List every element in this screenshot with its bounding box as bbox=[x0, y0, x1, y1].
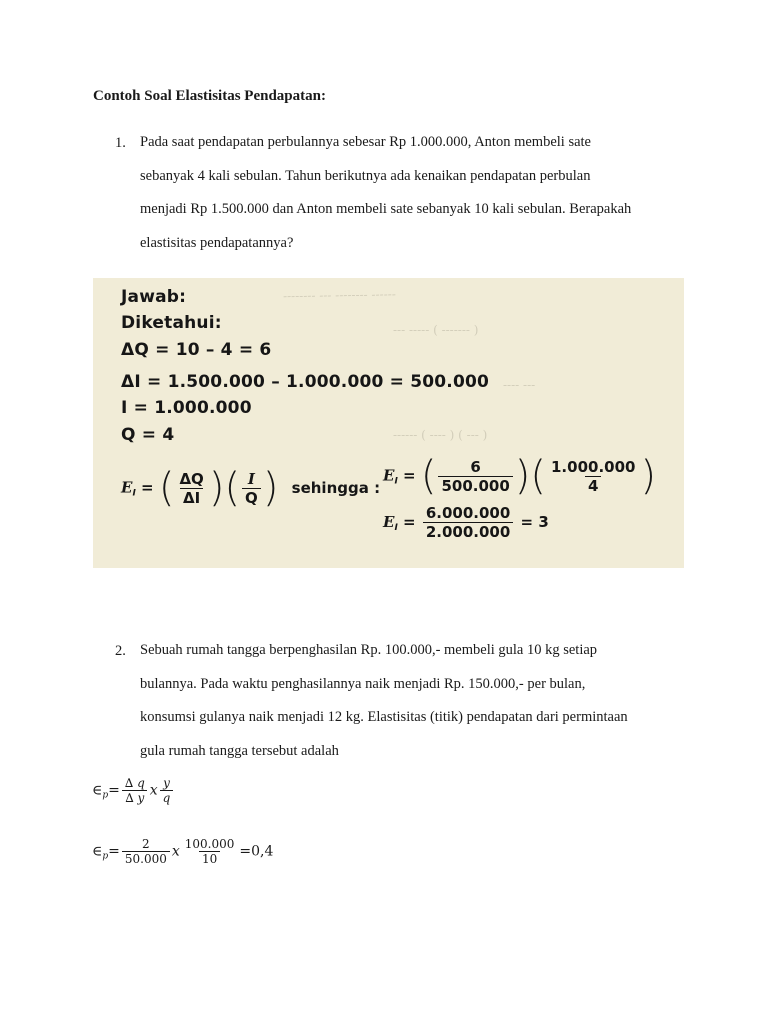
f3-numerator: 6.000.000 bbox=[425, 504, 511, 522]
equals-sign: = bbox=[108, 782, 120, 799]
numerator-1: 2 bbox=[142, 837, 150, 851]
delta-i-symbol: ΔI bbox=[180, 488, 203, 507]
epsilon-subscript: p bbox=[102, 790, 109, 801]
q-symbol: Q bbox=[242, 488, 261, 507]
denominator-2: 10 bbox=[199, 851, 220, 866]
question-2-text bbox=[140, 634, 675, 768]
question-2-line: bulannya. Pada waktu penghasilannya naik menjadi Rp. 150.000,- per bulan, bbox=[140, 675, 586, 692]
question-1-line: menjadi Rp 1.500.000 dan Anton membeli sate sebanyak 10 kali sebulan. Berapakah bbox=[140, 201, 632, 217]
ei-subscript: I bbox=[132, 488, 136, 499]
result-value: = 3 bbox=[520, 513, 549, 531]
scanned-answer-image: -------- --- -------- ------ --- ----- ( ------- ) ---- --- ------ ( ---- ) ( --- ) Jawab: Diketahui: ΔQ = 10 – 4 = 6 ΔI = 1.500.000 – 1.000.000 = 500.000 I = 1.000.000 Q = 4 $E_I$ = ( $\frac{\Delta Q}{\Delta I}$ )( $\frac{I}{Q}$ ) sehingga : $E_I$ = ( $\frac{6}{500.000}$ )( $\frac{1.000.000}{4}$ ) $E_I$ = $\frac{6.000.000}{2.000.000}$ = 3 bbox=[93, 278, 684, 568]
question-1-line: elastisitas pendapatannya? bbox=[140, 234, 294, 251]
question-1-line: sebanyak 4 kali sebulan. Tahun berikutnya ada kenaikan pendapatan perbulan bbox=[140, 167, 591, 184]
times-sign: x bbox=[149, 782, 158, 799]
denominator-1: ∆ y bbox=[122, 790, 147, 805]
answer-diketahui: Diketahui: bbox=[121, 313, 222, 333]
delta-q-symbol: ΔQ bbox=[179, 469, 204, 488]
answer-jawab: Jawab: bbox=[121, 287, 187, 307]
epsilon-subscript: p bbox=[102, 851, 109, 862]
denominator-2: q bbox=[160, 790, 174, 805]
f3-denominator: 2.000.000 bbox=[423, 522, 513, 541]
f1-denominator: 500.000 bbox=[438, 476, 512, 495]
answer-delta-q: ΔQ = 10 – 4 = 6 bbox=[121, 340, 272, 360]
answer-q: Q = 4 bbox=[121, 425, 175, 445]
question-2-line: gula rumah tangga tersebut adalah bbox=[140, 742, 339, 759]
f2-numerator: 1.000.000 bbox=[551, 457, 636, 476]
question-1-line: Pada saat pendapatan perbulannya sebesar Rp 1.000.000, Anton membeli sate bbox=[140, 134, 591, 150]
question-1-number: 1. bbox=[115, 135, 126, 151]
numerator-2: y bbox=[163, 776, 170, 790]
formula-result: =0,4 bbox=[239, 843, 274, 860]
numerator-2: 100.000 bbox=[184, 837, 235, 851]
elasticity-formula: $E_I$ = ( $\frac{\Delta Q}{\Delta I}$ )( $\frac{I}{Q}$ ) sehingga : bbox=[121, 465, 381, 511]
question-2-line: konsumsi gulanya naik menjadi 12 kg. Elastisitas (titik) pendapatan dari permintaan bbox=[140, 709, 628, 725]
answer-i: I = 1.000.000 bbox=[121, 398, 252, 418]
question-2-line: Sebuah rumah tangga berpenghasilan Rp. 100.000,- membeli gula 10 kg setiap bbox=[140, 642, 598, 658]
epsilon-symbol: ∈ bbox=[92, 843, 103, 860]
question-1-text bbox=[140, 126, 675, 260]
page-heading: Contoh Soal Elastisitas Pendapatan: bbox=[93, 88, 326, 104]
question-2-number: 2. bbox=[115, 643, 126, 659]
elasticity-substitution: $E_I$ = ( $\frac{6}{500.000}$ )( $\frac{1.000.000}{4}$ ) bbox=[383, 453, 657, 499]
ei-symbol: E bbox=[121, 478, 133, 497]
formula-general bbox=[92, 776, 175, 805]
times-sign: x bbox=[171, 843, 180, 860]
f2-denominator: 4 bbox=[585, 476, 601, 495]
f1-numerator: 6 bbox=[470, 457, 481, 476]
elasticity-result: $E_I$ = $\frac{6.000.000}{2.000.000}$ = 3 bbox=[383, 504, 549, 541]
answer-delta-i: ΔI = 1.500.000 – 1.000.000 = 500.000 bbox=[121, 372, 490, 392]
epsilon-symbol: ∈ bbox=[92, 782, 103, 799]
denominator-1: 50.000 bbox=[122, 851, 170, 866]
i-symbol: I bbox=[247, 469, 255, 488]
equals-sign: = bbox=[108, 843, 120, 860]
sehingga-text: sehingga : bbox=[291, 478, 381, 497]
formula-calculation bbox=[92, 837, 273, 866]
numerator-1: ∆ q bbox=[124, 776, 145, 790]
